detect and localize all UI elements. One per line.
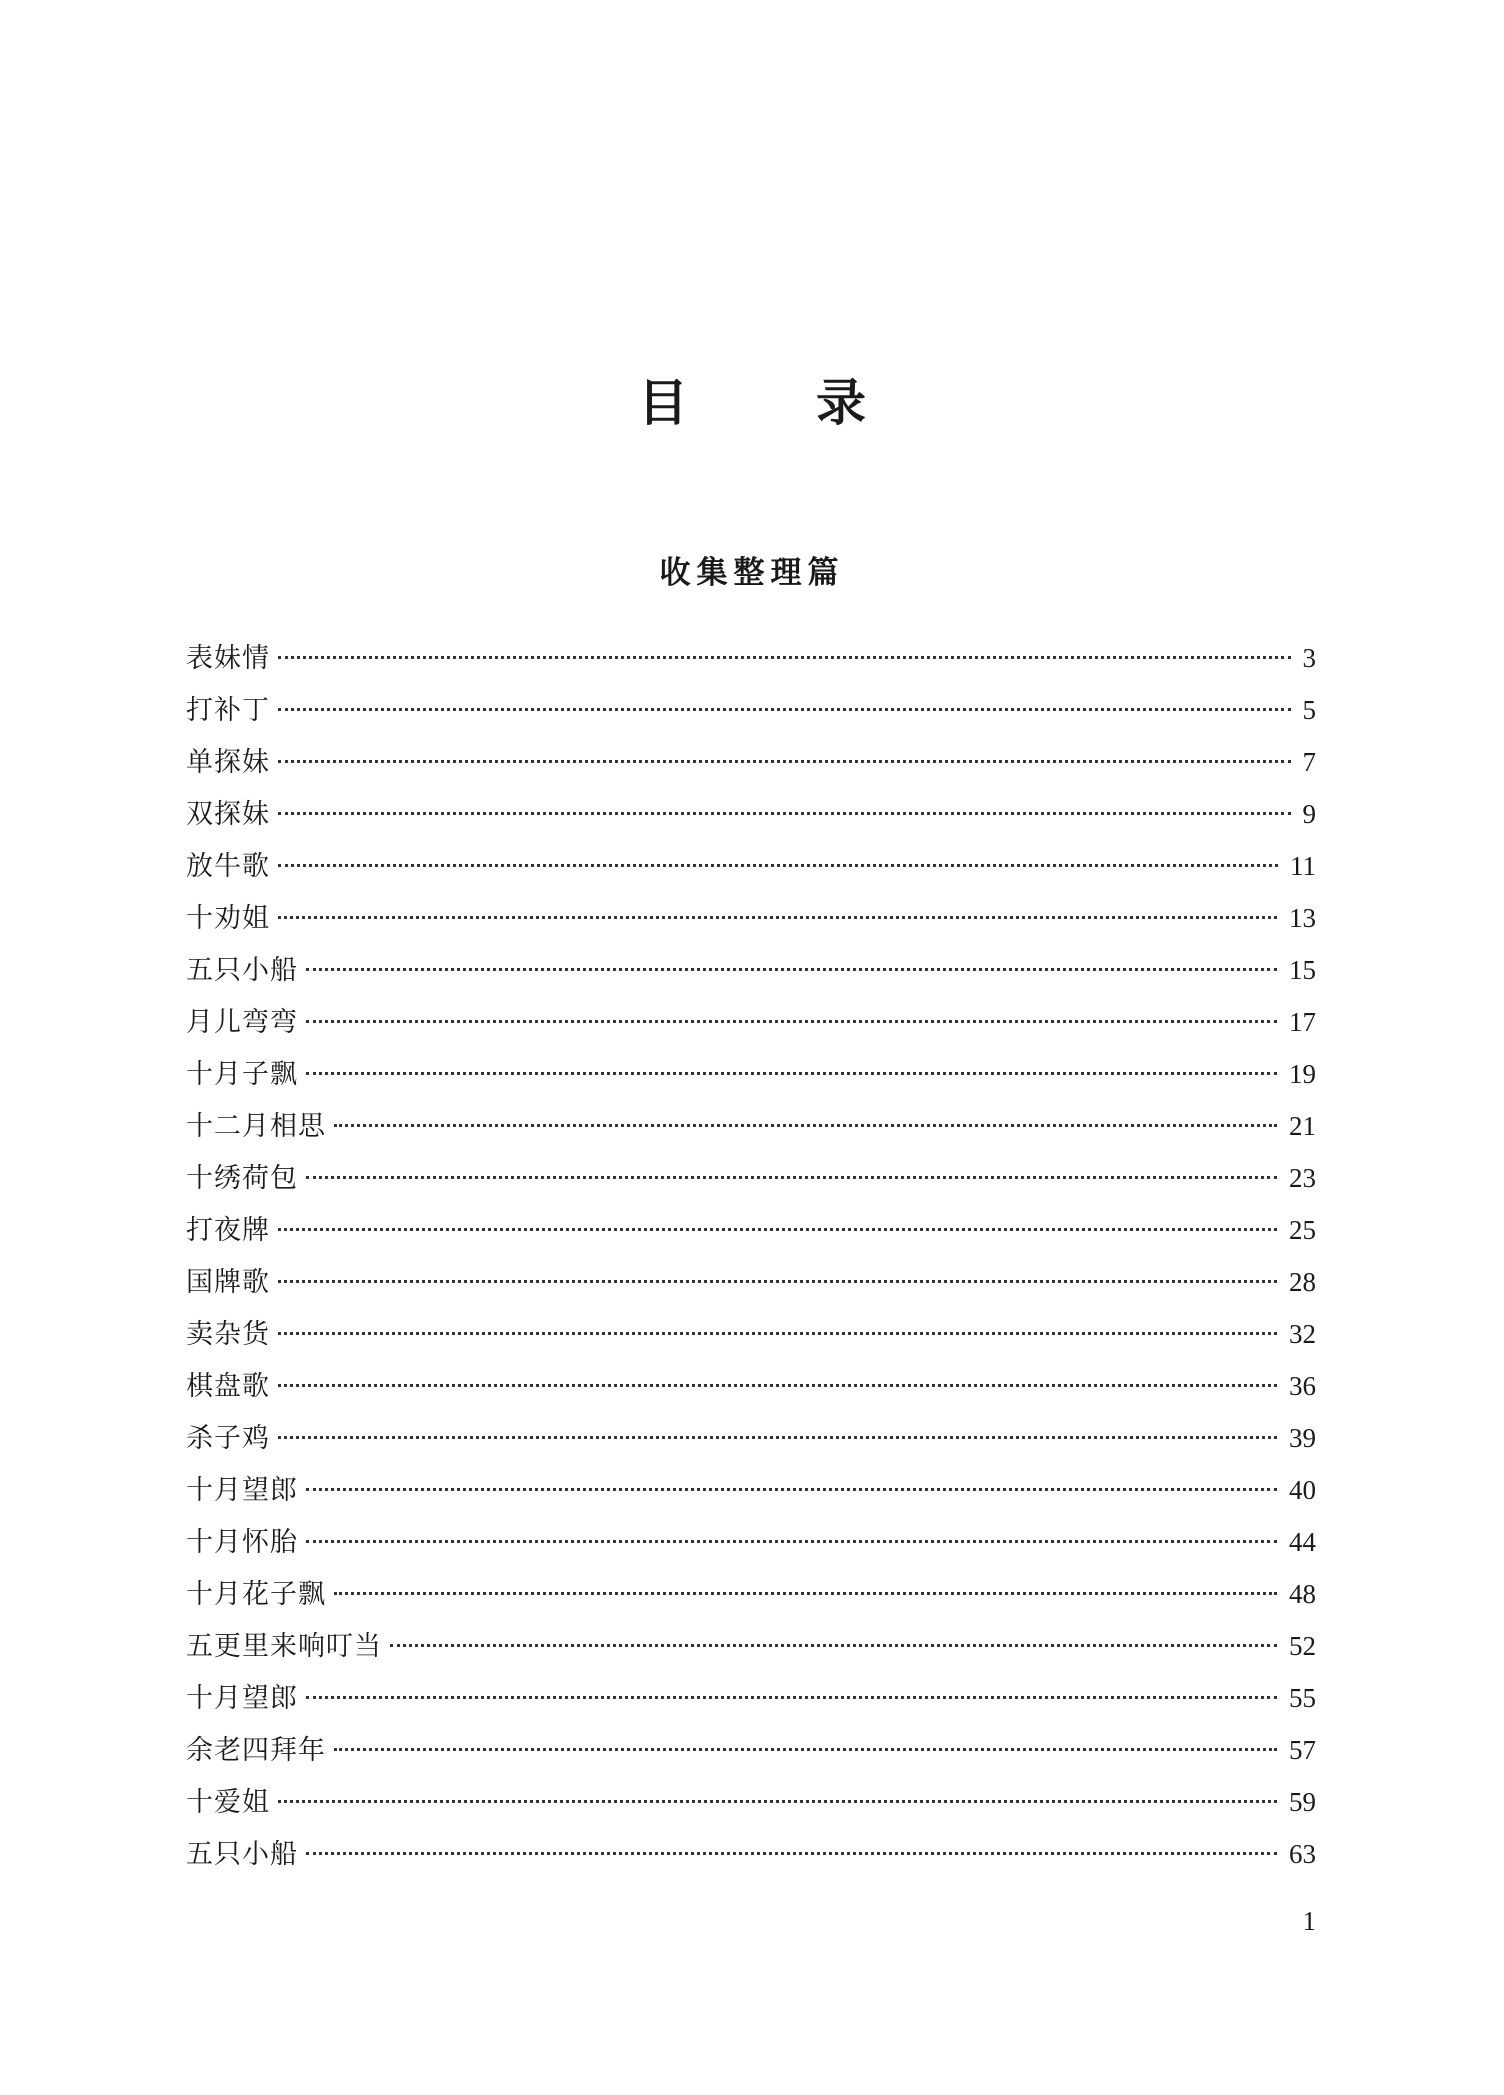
toc-leader-dots: [334, 1748, 1277, 1751]
toc-entry-page: 28: [1289, 1267, 1316, 1297]
toc-entry-title: 放牛歌: [186, 851, 270, 882]
toc-entry-page: 7: [1302, 747, 1316, 777]
toc-entry-page: 36: [1289, 1371, 1316, 1401]
toc-entry-page: 59: [1289, 1787, 1316, 1817]
toc-leader-dots: [278, 1228, 1277, 1231]
toc-entry-page: 25: [1289, 1215, 1316, 1245]
toc-entry[interactable]: [186, 1360, 1316, 1412]
toc-leader-dots: [278, 708, 1291, 711]
toc-entry-title: 棋盘歌: [186, 1371, 270, 1402]
toc-entry[interactable]: [186, 1256, 1316, 1308]
toc-entry-title: 十月望郎: [186, 1683, 298, 1714]
toc-entry[interactable]: [186, 1464, 1316, 1516]
toc-leader-dots: [278, 1384, 1277, 1387]
toc-entry[interactable]: [186, 1620, 1316, 1672]
toc-entry-title: 单探妹: [186, 747, 270, 778]
toc-entry-page: 52: [1289, 1631, 1316, 1661]
toc-entry[interactable]: [186, 632, 1316, 684]
toc-entry-title: 十绣荷包: [186, 1163, 298, 1194]
toc-entry-title: 月儿弯弯: [186, 1007, 298, 1038]
toc-leader-dots: [390, 1644, 1277, 1647]
toc-entry[interactable]: [186, 1724, 1316, 1776]
toc-entry-title: 十劝姐: [186, 903, 270, 934]
toc-entry-page: 48: [1289, 1579, 1316, 1609]
toc-leader-dots: [334, 1124, 1277, 1127]
toc-leader-dots: [306, 1176, 1277, 1179]
toc-entry-page: 19: [1289, 1059, 1316, 1089]
toc-entry-page: 23: [1289, 1163, 1316, 1193]
toc-entry[interactable]: [186, 892, 1316, 944]
toc-entry[interactable]: [186, 1100, 1316, 1152]
toc-leader-dots: [306, 1852, 1277, 1855]
toc-entry-page: 3: [1302, 643, 1316, 673]
toc-entry[interactable]: [186, 788, 1316, 840]
page-number: 1: [1302, 1906, 1316, 1936]
toc-entry[interactable]: [186, 1204, 1316, 1256]
toc-entry[interactable]: [186, 1516, 1316, 1568]
toc-entry[interactable]: [186, 840, 1316, 892]
toc-entry-page: 40: [1289, 1475, 1316, 1505]
toc-leader-dots: [306, 1020, 1277, 1023]
toc-entry-page: 5: [1302, 695, 1316, 725]
toc-leader-dots: [278, 1332, 1277, 1335]
toc-entry-title: 十月怀胎: [186, 1527, 298, 1558]
toc-entry-title: 五更里来响叮当: [186, 1631, 382, 1662]
toc-entry-page: 21: [1289, 1111, 1316, 1141]
toc-entry-title: 五只小船: [186, 955, 298, 986]
toc-leader-dots: [278, 864, 1278, 867]
toc-entry-page: 9: [1302, 799, 1316, 829]
toc-entry[interactable]: [186, 1152, 1316, 1204]
toc-entry-title: 打夜牌: [186, 1215, 270, 1246]
toc-leader-dots: [306, 1072, 1277, 1075]
toc-leader-dots: [278, 1436, 1277, 1439]
toc-entry-title: 双探妹: [186, 799, 270, 830]
toc-entry-title: 十月子飘: [186, 1059, 298, 1090]
toc-entry-page: 17: [1289, 1007, 1316, 1037]
toc-entry[interactable]: [186, 1672, 1316, 1724]
toc-entry[interactable]: [186, 1776, 1316, 1828]
toc-entry-title: 杀子鸡: [186, 1423, 270, 1454]
toc-leader-dots: [306, 968, 1277, 971]
toc-leader-dots: [278, 760, 1291, 763]
toc-entry-page: 15: [1289, 955, 1316, 985]
toc-entry-page: 63: [1289, 1839, 1316, 1869]
page-title-char-2: 录: [816, 373, 866, 432]
toc-entry-page: 11: [1290, 851, 1316, 881]
toc-entry-page: 44: [1289, 1527, 1316, 1557]
toc-leader-dots: [334, 1592, 1277, 1595]
toc-entry[interactable]: [186, 944, 1316, 996]
toc-entry[interactable]: [186, 1828, 1316, 1880]
toc-entry-page: 32: [1289, 1319, 1316, 1349]
toc-entry-title: 国牌歌: [186, 1267, 270, 1298]
toc-leader-dots: [278, 812, 1291, 815]
toc-leader-dots: [278, 1800, 1277, 1803]
toc-entry-page: 13: [1289, 903, 1316, 933]
toc-leader-dots: [278, 916, 1277, 919]
toc-entry[interactable]: [186, 1048, 1316, 1100]
section-title: 收集整理篇: [659, 555, 845, 591]
toc-entry[interactable]: [186, 1308, 1316, 1360]
toc-leader-dots: [306, 1696, 1277, 1699]
table-of-contents: [186, 632, 1316, 1880]
toc-entry-title: 十爱姐: [186, 1787, 270, 1818]
page-title-char-1: 目: [638, 373, 688, 432]
page-title: [0, 373, 1504, 432]
toc-entry-title: 五只小船: [186, 1839, 298, 1870]
toc-entry-title: 十月花子飘: [186, 1579, 326, 1610]
toc-leader-dots: [306, 1488, 1277, 1491]
toc-entry-page: 57: [1289, 1735, 1316, 1765]
toc-entry[interactable]: [186, 736, 1316, 788]
toc-entry[interactable]: [186, 996, 1316, 1048]
toc-entry[interactable]: [186, 1568, 1316, 1620]
toc-entry-page: 39: [1289, 1423, 1316, 1453]
toc-leader-dots: [306, 1540, 1277, 1543]
toc-leader-dots: [278, 656, 1291, 659]
toc-entry-title: 十二月相思: [186, 1111, 326, 1142]
toc-entry-page: 55: [1289, 1683, 1316, 1713]
toc-leader-dots: [278, 1280, 1277, 1283]
toc-entry-title: 十月望郎: [186, 1475, 298, 1506]
toc-entry[interactable]: [186, 684, 1316, 736]
toc-entry-title: 余老四拜年: [186, 1735, 326, 1766]
toc-entry-title: 表妹情: [186, 643, 270, 674]
toc-entry-title: 卖杂货: [186, 1319, 270, 1350]
toc-entry-title: 打补丁: [186, 695, 270, 726]
toc-entry[interactable]: [186, 1412, 1316, 1464]
